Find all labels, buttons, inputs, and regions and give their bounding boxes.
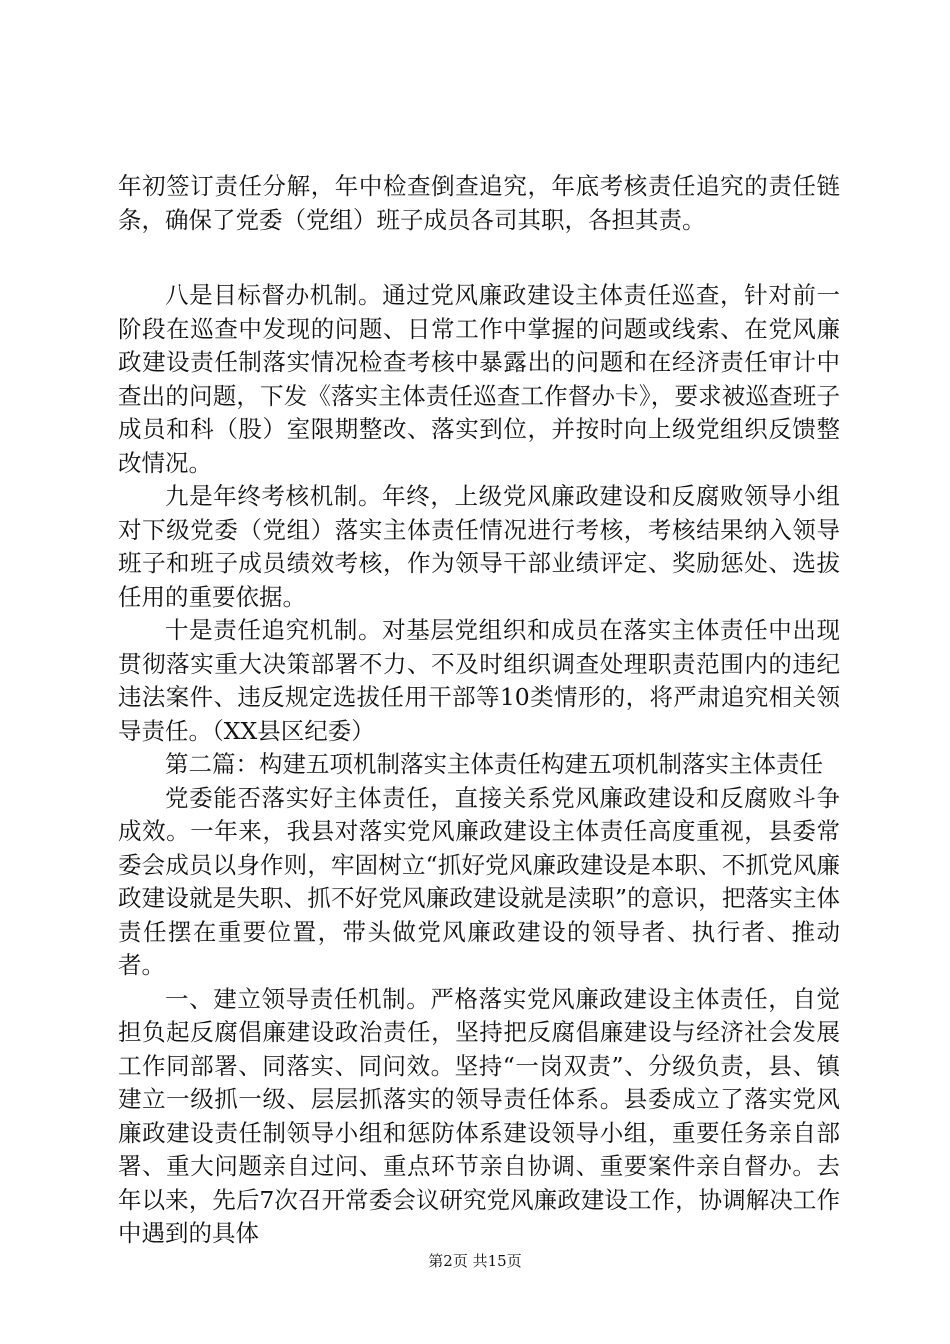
paragraph-continuation: 年初签订责任分解，年中检查倒查追究，年底考核责任追究的责任链条，确保了党委（党组）班子成员各司其职，各担其责。 [118,172,840,234]
page-number-footer: 第2页 共15页 [428,1252,522,1270]
section-heading-part-two: 第二篇：构建五项机制落实主体责任构建五项机制落实主体责任 [165,750,823,778]
paragraph-leadership-mechanism: 一、建立领导责任机制。严格落实党风廉政建设主体责任，自觉担负起反腐倡廉建设政治责任，坚持把反腐倡廉建设与经济社会发展工作同部署、同落实、同问效。坚持“一岗双责”、分级负责，县、镇建立一级抓一级、层层抓落实的领导责任体系。县委成立了落实党风廉政建设责任制领导小组和惩防体系建设领导小组，重要任务亲自部署、重大问题亲自过问、重点环节亲自协调、重要案件亲自督办。去年以来，先后7次召开常委会议研究党风廉政建设工作，协调解决工作中遇到的具体 [118,984,840,1247]
document-body [118,170,840,1251]
paragraph-accountability: 十是责任追究机制。对基层党组织和成员在落实主体责任中出现贯彻落实重大决策部署不力、不及时组织调查处理职责范围内的违纪违法案件、违反规定选拔任用干部等10类情形的，将严肃追究相关领导责任。（XX县区纪委） [118,616,840,745]
paragraph-party-committee: 党委能否落实好主体责任，直接关系党风廉政建设和反腐败斗争成效。一年来，我县对落实党风廉政建设主体责任高度重视，县委常委会成员以身作则，牢固树立“抓好党风廉政建设是本职、不抓党风廉政建设就是失职、抓不好党风廉政建设就是渎职”的意识，把落实主体责任摆在重要位置，带头做党风廉政建设的领导者、执行者、推动者。 [118,783,840,979]
paragraph-annual-assessment: 九是年终考核机制。年终，上级党风廉政建设和反腐败领导小组对下级党委（党组）落实主体责任情况进行考核，考核结果纳入领导班子和班子成员绩效考核，作为领导干部业绩评定、奖励惩处、选拔任用的重要依据。 [118,482,840,611]
paragraph-target-supervision: 八是目标督办机制。通过党风廉政建设主体责任巡查，针对前一阶段在巡查中发现的问题、日常工作中掌握的问题或线索、在党风廉政建设责任制落实情况检查考核中暴露出的问题和在经济责任审计中查出的问题，下发《落实主体责任巡查工作督办卡》，要求被巡查班子成员和科（股）室限期整改、落实到位，并按时向上级党组织反馈整改情况。 [118,281,840,477]
